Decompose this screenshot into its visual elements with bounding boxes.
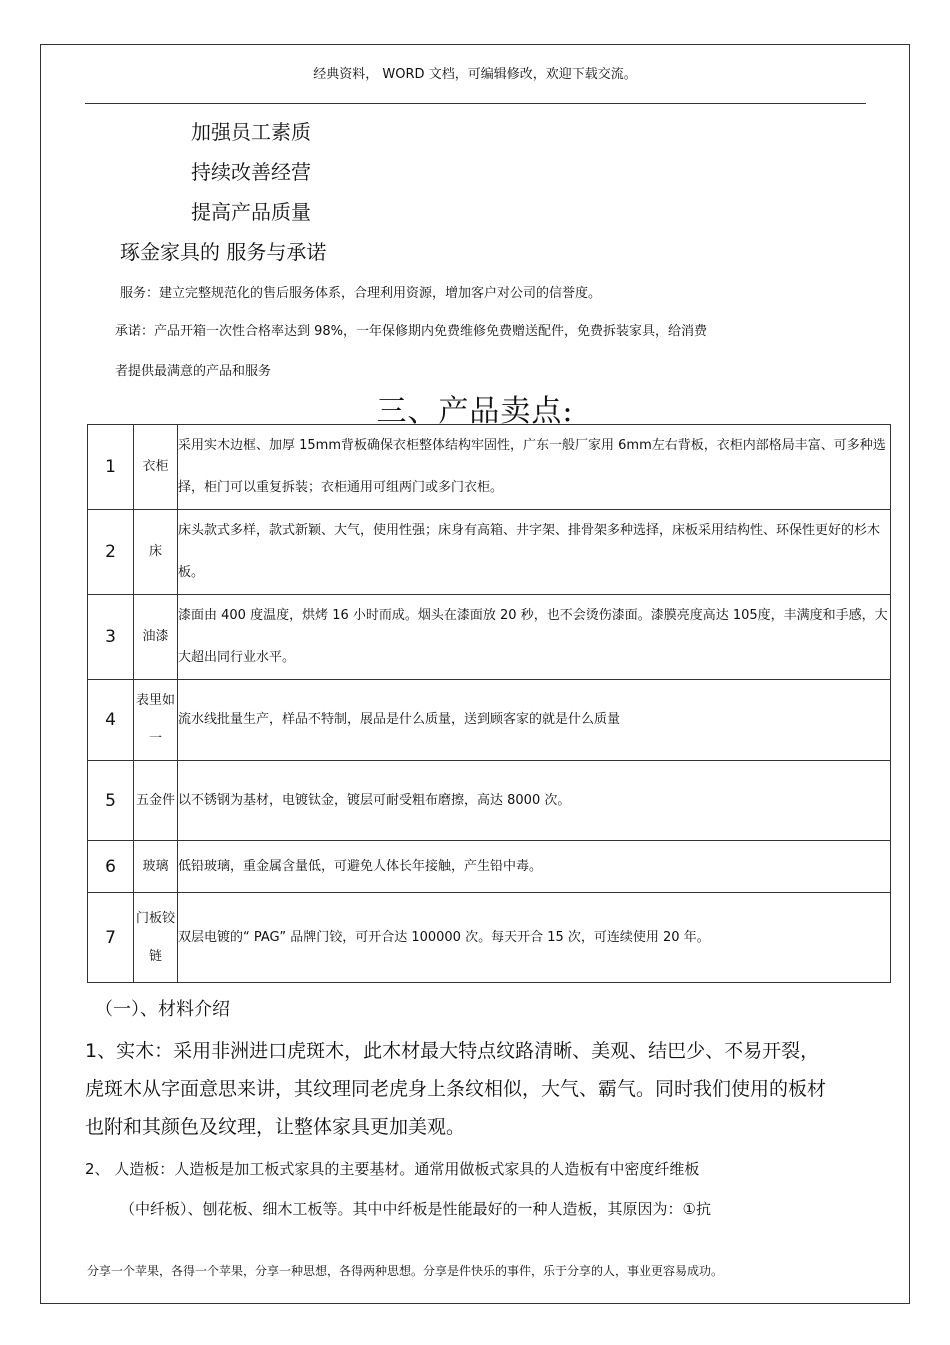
table-row xyxy=(88,680,891,761)
service-heading: 琢金家具的 服务与承诺 xyxy=(120,240,327,264)
row-item: 门板铰链 xyxy=(134,893,178,983)
table-row xyxy=(88,893,891,983)
row-number: 2 xyxy=(88,510,134,595)
page-footer-text: 分享一个苹果，各得一个苹果，分享一种思想，各得两种思想。分享是件快乐的事件，乐于分享的人，事业更容易成功。 xyxy=(87,1264,724,1278)
table-row xyxy=(88,595,891,680)
row-item: 玻璃 xyxy=(134,841,178,893)
table-row xyxy=(88,510,891,595)
row-description: 低铅玻璃，重金属含量低，可避免人体长年接触，产生铅中毒。 xyxy=(178,841,891,893)
row-item: 五金件 xyxy=(134,761,178,841)
section-title: 三、产品卖点: xyxy=(376,394,574,429)
row-number: 5 xyxy=(88,761,134,841)
row-description: 双层电镀的“ PAG” 品牌门铰，可开合达 100000 次。每天开合 15 次，可连续使用 20 年。 xyxy=(178,893,891,983)
row-number: 7 xyxy=(88,893,134,983)
row-number: 6 xyxy=(88,841,134,893)
row-item: 床 xyxy=(134,510,178,595)
row-item: 表里如一 xyxy=(134,680,178,761)
row-number: 1 xyxy=(88,425,134,510)
promise-text-line1: 承诺：产品开箱一次性合格率达到 98%，一年保修期内免费维修免费赠送配件，免费拆装家具，给消费 xyxy=(115,324,708,339)
row-description: 采用实木边框、加厚 15mm背板确保衣柜整体结构牢固性，广东一般厂家用 6mm左右背板，衣柜内部格局丰富、可多种选择，柜门可以重复拆装；衣柜通用可组两门或多门衣柜。 xyxy=(178,425,891,510)
row-description: 漆面由 400 度温度，烘烤 16 小时而成。烟头在漆面放 20 秒，也不会烫伤漆面。漆膜亮度高达 105度，丰满度和手感，大大超出同行业水平。 xyxy=(178,595,891,680)
service-text: 服务：建立完整规范化的售后服务体系，合理利用资源，增加客户对公司的信誉度。 xyxy=(120,286,602,301)
promise-text-line2: 者提供最满意的产品和服务 xyxy=(115,364,272,379)
selling-points-table xyxy=(87,424,891,983)
materials-paragraph-1: 1、实木：采用非洲进口虎斑木，此木材最大特点纹路清晰、美观、结巴少、不易开裂，虎斑木从字面意思来讲，其纹理同老虎身上条纹相似，大气、霸气。同时我们使用的板材也附和其颜色及纹理，让整体家具更加美观。 xyxy=(85,1040,827,1138)
page-header-text: 经典资料， WORD 文档，可编辑修改，欢迎下载交流。 xyxy=(313,67,637,82)
table-row xyxy=(88,841,891,893)
table-row xyxy=(88,761,891,841)
materials-paragraph-2-line1: 2、 人造板：人造板是加工板式家具的主要基材。通常用做板式家具的人造板有中密度纤维板 xyxy=(85,1160,700,1178)
row-description: 床头款式多样，款式新颖、大气，使用性强；床身有高箱、井字架、排骨架多种选择，床板采用结构性、环保性更好的杉木板。 xyxy=(178,510,891,595)
row-number: 3 xyxy=(88,595,134,680)
slogan-1: 加强员工素质 xyxy=(191,120,311,144)
materials-paragraph-2-line2: （中纤板）、刨花板、细木工板等。其中中纤板是性能最好的一种人造板，其原因为：①抗 xyxy=(120,1200,711,1218)
row-item: 油漆 xyxy=(134,595,178,680)
row-description: 以不锈钢为基材，电镀钛金，镀层可耐受粗布磨擦，高达 8000 次。 xyxy=(178,761,891,841)
header-divider xyxy=(85,103,866,104)
row-description: 流水线批量生产，样品不特制，展品是什么质量，送到顾客家的就是什么质量 xyxy=(178,680,891,761)
materials-heading: （一）、材料介绍 xyxy=(95,999,230,1020)
table-row xyxy=(88,425,891,510)
slogan-2: 持续改善经营 xyxy=(191,160,311,184)
slogan-3: 提高产品质量 xyxy=(191,200,311,224)
row-item: 衣柜 xyxy=(134,425,178,510)
row-number: 4 xyxy=(88,680,134,761)
